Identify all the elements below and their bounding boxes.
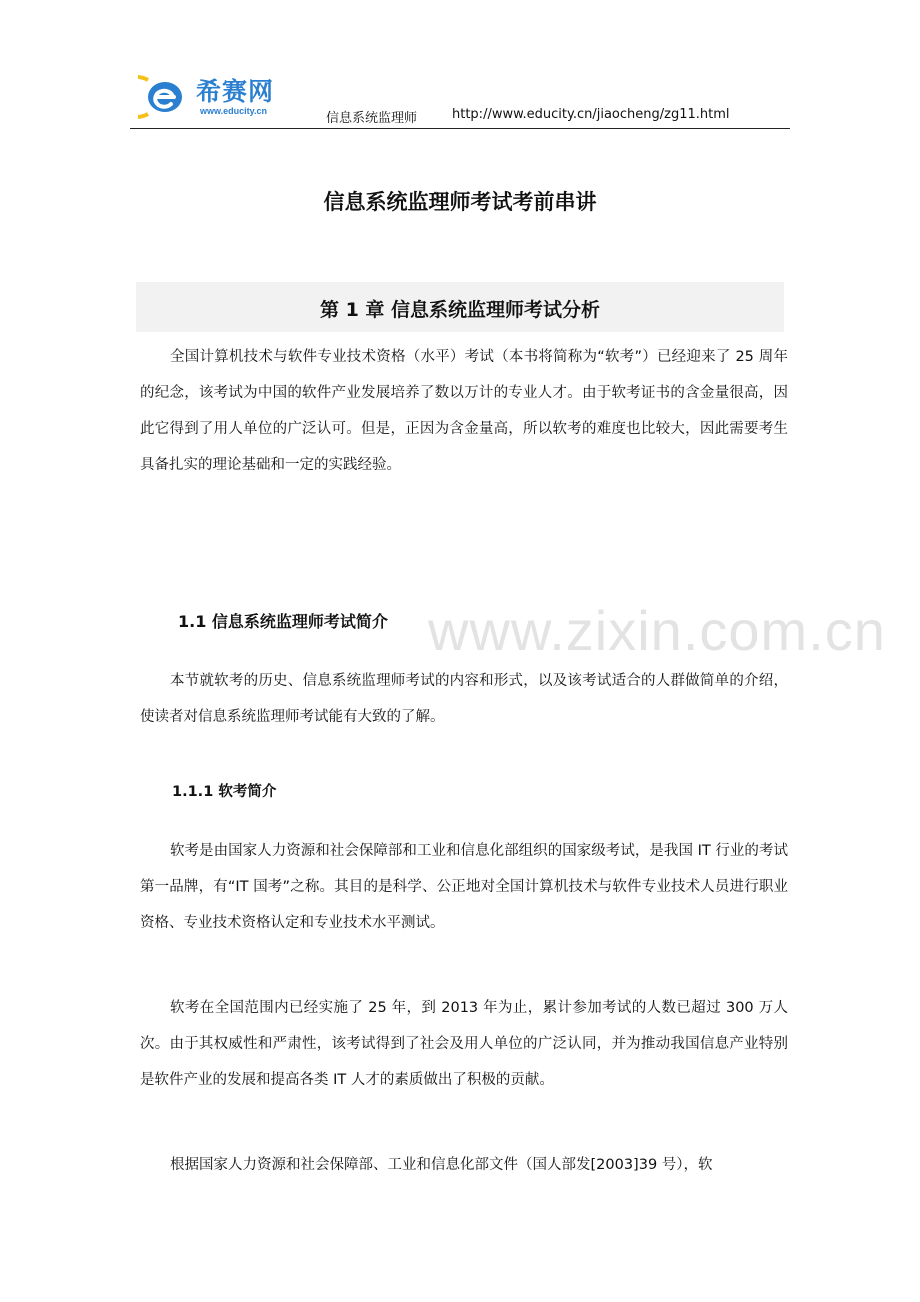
subsection-heading: 1.1.1 软考简介 bbox=[172, 784, 277, 800]
header-url-link[interactable]: http://www.educity.cn/jiaocheng/zg11.html bbox=[452, 107, 730, 122]
body-paragraph: 软考是由国家人力资源和社会保障部和工业和信息化部组织的国家级考试，是我国 IT 行业的考试第一品牌，有“IT 国考”之称。其目的是科学、公正地对全国计算机技术与软件专业技术人员进行职业资格、专业技术资格认定和专业技术水平测试。 bbox=[140, 843, 788, 931]
site-logo[interactable] bbox=[138, 72, 298, 122]
logo-url: www.educity.cn bbox=[200, 106, 268, 116]
section-heading: 1.1 信息系统监理师考试简介 bbox=[178, 612, 388, 631]
educity-logo-icon bbox=[138, 74, 188, 120]
document-title: 信息系统监理师考试考前串讲 bbox=[323, 190, 597, 214]
page-header bbox=[130, 68, 790, 129]
section-paragraph: 本节就软考的历史、信息系统监理师考试的内容和形式，以及该考试适合的人群做简单的介绍，使读者对信息系统监理师考试能有大致的了解。 bbox=[140, 673, 788, 725]
body-paragraph: 软考在全国范围内已经实施了 25 年，到 2013 年为止，累计参加考试的人数已超过 300 万人次。由于其权威性和严肃性，该考试得到了社会及用人单位的广泛认同，并为推动我国信息产业特别是软件产业的发展和提高各类 IT 人才的素质做出了积极的贡献。 bbox=[140, 1000, 788, 1088]
header-subject: 信息系统监理师 bbox=[326, 111, 418, 126]
chapter-title: 第 1 章 信息系统监理师考试分析 bbox=[319, 299, 601, 321]
body-paragraph: 根据国家人力资源和社会保障部、工业和信息化部文件（国人部发[2003]39 号），软 bbox=[170, 1157, 713, 1173]
watermark: www.zixin.com.cn bbox=[428, 599, 886, 662]
intro-paragraph: 全国计算机技术与软件专业技术资格（水平）考试（本书将简称为“软考”）已经迎来了 25 周年的纪念，该考试为中国的软件产业发展培养了数以万计的专业人才。由于软考证书的含金量很高，因此它得到了用人单位的广泛认可。但是，正因为含金量高，所以软考的难度也比较大，因此需要考生具备扎实的理论基础和一定的实践经验。 bbox=[140, 349, 788, 473]
chapter-heading-bar bbox=[136, 282, 784, 332]
logo-name: 希赛网 bbox=[196, 77, 275, 106]
